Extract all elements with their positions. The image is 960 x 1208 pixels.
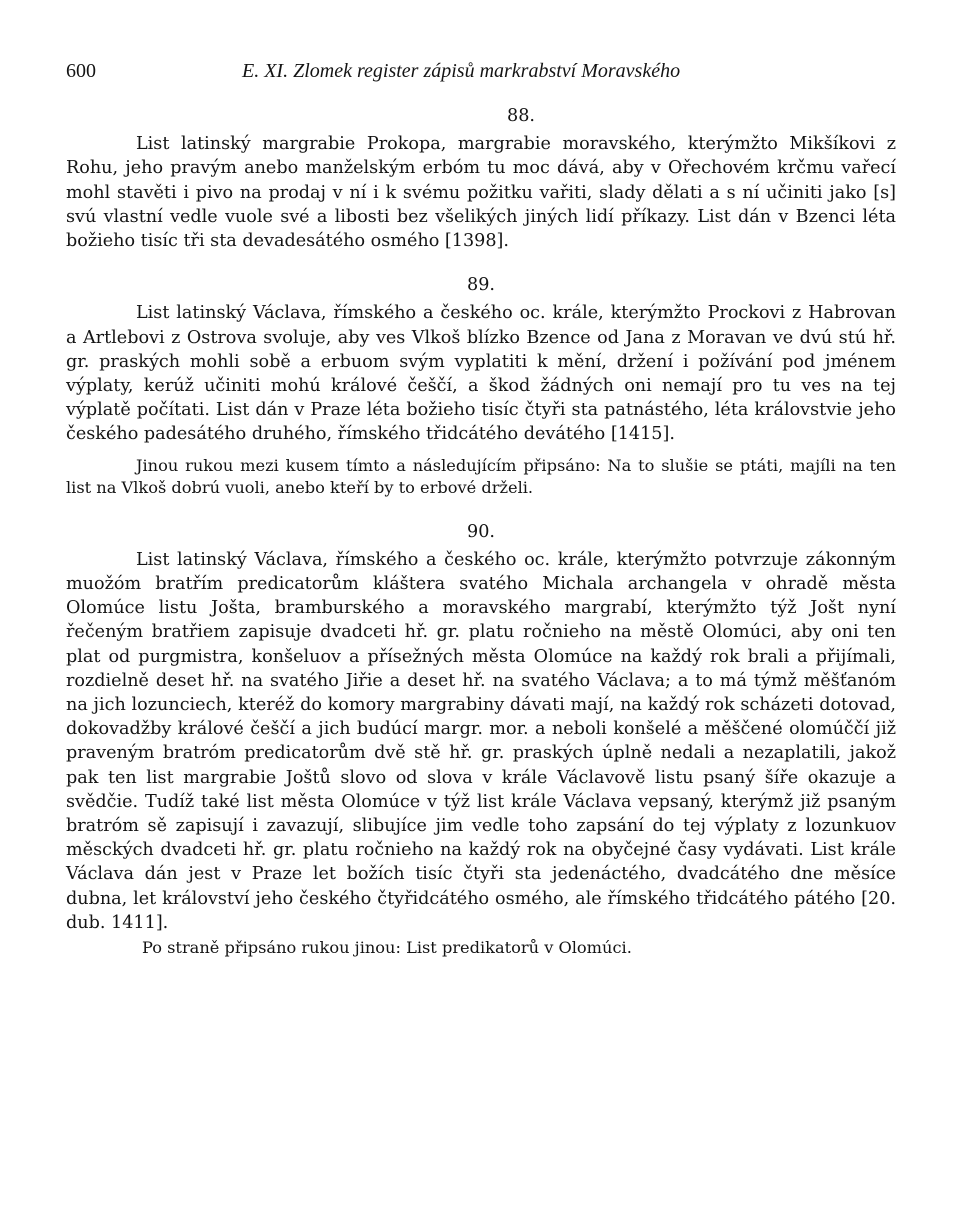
entry-89 xyxy=(66,273,896,499)
entry-text: List latinský margrabie Prokopa, margrabie moravského, kterýmžto Mikšíkovi z Rohu, jeho pravým anebo manželským erbóm tu moc dává, aby v Ořechovém krčmu vařecí mohl stavěti i pivo na prodaj v ní i k svému požitku vařiti, slady dělati a s ní učiniti jako [s] svú vlastní vedle vuole své a libosti bez všelikých jiných lidí příkazy. List dán v Bzenci léta božieho tisíc tři sta devadesátého osmého [1398]. xyxy=(66,134,896,252)
running-head: E. XI. Zlomek register zápisů markrabství Moravského xyxy=(242,60,681,82)
page-number: 600 xyxy=(66,60,96,82)
entry-text: List latinský Václava, římského a českého oc. krále, kterýmžto potvrzuje zákonným muožóm bratřím predicatorům kláštera svatého Michala archangela v ohradě města Olomúce listu Jošta, bramburského a moravského margrabí, kterýmžto týž Jošt nyní řečeným bratřiem zapisuje dvadceti hř. gr. platu ročnieho na městě Olomúci, aby oni ten plat od purgmistra, konšeluov a přísežných města Olomúce na každý rok brali a přijímali, rozdielně deset hř. na svatého Jiřie a deset hř. na svatého Václava; a to má týmž měšťanóm na jich lozunciech, kteréž do komory margrabiny dávati mají, na každý rok scházeti dotovad, dokovadžby králové češčí a jich budúcí margr. mor. a neboli konšelé a měščené olomúččí již praveným bratróm predicatorům dvě stě hř. gr. praských úplně nedali a nezaplatili, jakož pak ten list margrabie Joštů slovo od slova v krále Václavově listu psaný šíře okazuje a svědčie. Tudíž také list města Olomúce v týž list krále Václava vepsaný, kterýmž již psaným bratróm sě zapisují i zavazují, slibujíce jim vedle toho zapsání do tej výplaty z lozunkuov měsckých dvadceti hř. gr. platu ročnieho na každý rok na obyčejné časy vydávati. List krále Václava dán jest v Praze let božích tisíc čtyři sta jedenáctého, dvadcátého dne měsíce dubna, let království jeho českého čtyřidcátého osmého, ale římského třidcátého pátého [20. dub. 1411]. xyxy=(66,549,896,933)
entry-88 xyxy=(66,104,896,253)
page-content xyxy=(66,104,896,960)
entry-text: List latinský Václava, římského a českého oc. krále, kterýmžto Prockovi z Habrovan a Artlebovi z Ostrova svoluje, aby ves Vlkoš blízko Bzence od Jana z Moravan ve dvú stú hř. gr. praských mohli sobě a erbuom svým vyplatiti k mění, držení i požívání pod jménem výplaty, kerúž učiniti mohú králové češčí, a škod žádných oni nemají pro tu ves na tej výplatě počítati. List dán v Praze léta božieho tisíc čtyři sta patnástého, léta královstvie jeho českého padesátého druhého, římského třidcátého devátého [1415]. xyxy=(66,303,896,445)
entry-number: 90. xyxy=(467,521,495,542)
entry-number: 88. xyxy=(507,106,535,126)
entry-note: Jinou rukou mezi kusem tímto a následujícím připsáno: Na to slušie se ptáti, majíli na ten list na Vlkoš dobrú vuoli, anebo kteří by to erbové drželi. xyxy=(66,455,896,498)
entry-number: 89. xyxy=(467,275,495,296)
entry-90 xyxy=(66,520,896,960)
entry-note: Po straně připsáno rukou jinou: List predikatorů v Olomúci. xyxy=(142,938,632,958)
